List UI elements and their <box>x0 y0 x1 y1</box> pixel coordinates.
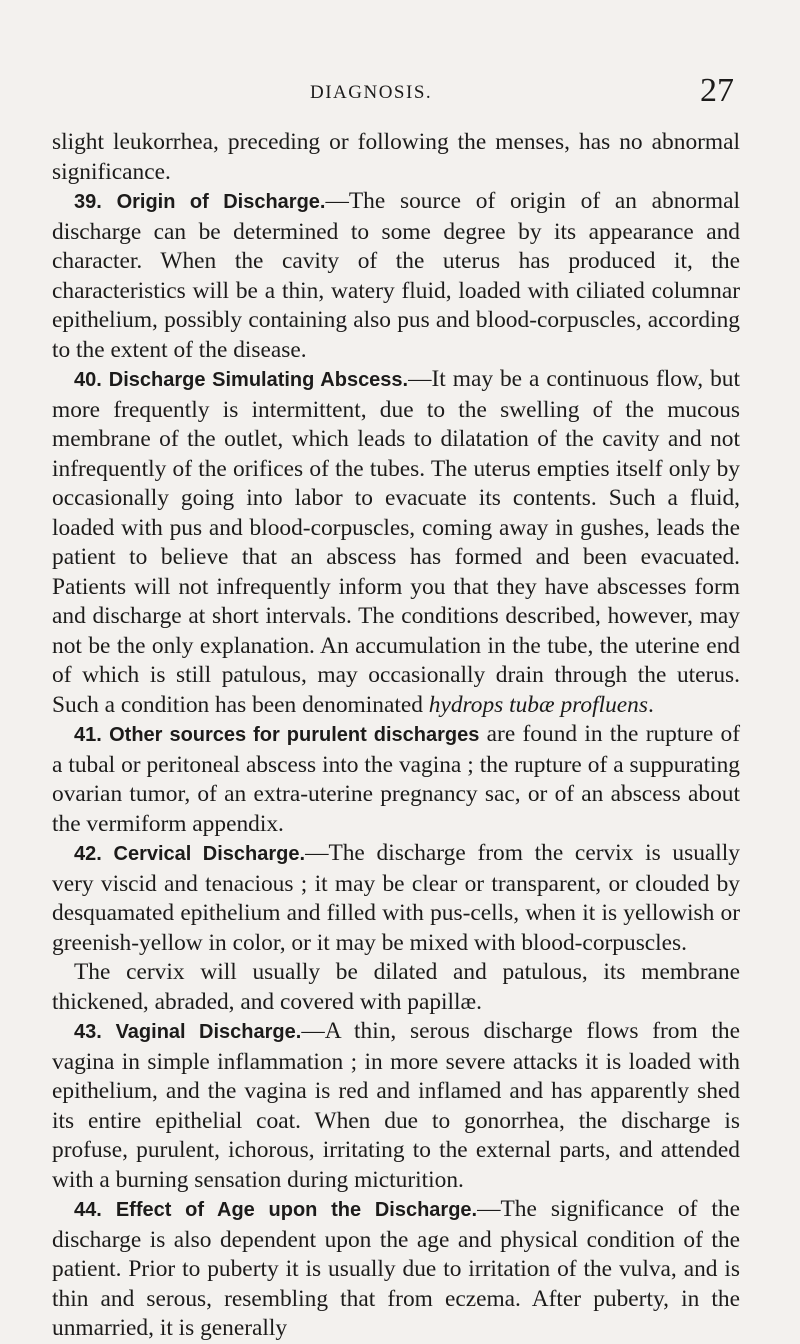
paragraph-text: —It may be a continuous flow, but more frequently is intermittent, due to the swelling of the mucous membrane of the outlet, which leads to dilatation of the cavity and not infrequently of the orifices of the tubes. The uterus empties itself only by occasionally going into labor to evacuate its contents. Such a fluid, loaded with pus and blood-corpuscles, coming away in gushes, leads the patient to believe that an abscess has formed and been evacuated. Patients will not infrequently inform you that they have abscesses form and discharge at short intervals. The conditions described, however, may not be the only explanation. An accumulation in the tube, the uterine end of which is still patulous, may occasionally drain through the uterus. Such a condition has been denominated <box>52 366 740 718</box>
section-heading: Other sources for purulent discharges <box>109 724 480 746</box>
page-number: 27 <box>700 72 734 109</box>
section-number: 43. <box>74 1021 102 1043</box>
running-head: DIAGNOSIS. <box>310 82 433 103</box>
section-39 <box>52 187 740 365</box>
body-text <box>52 128 740 1344</box>
paragraph-continuation <box>52 128 740 187</box>
paragraph-text: —The source of origin of an abnormal discharge can be determined to some degree by its appearance and character. When the cavity of the uterus has produced it, the characteristics will be a thin, watery fluid, loaded with ciliated columnar epithelium, possibly containing also pus and blood-corpuscles, according to the extent of the disease. <box>52 188 740 363</box>
paragraph-text: —The discharge from the cervix is usually very viscid and tenacious ; it may be clear or transparent, or clouded by desquamated epithelium and filled with pus-cells, when it is yellowish or greenish-yellow in color, or it may be mixed with blood-corpuscles. <box>52 840 740 956</box>
italic-term: hydrops tubæ profluens <box>428 691 648 718</box>
section-42-continued <box>52 958 740 1017</box>
section-41 <box>52 720 740 839</box>
section-heading: Discharge Simulating Abscess. <box>108 369 409 391</box>
paragraph-text: are found in the rupture of a tubal or peritoneal abscess into the vagina ; the rupture of a suppurating ovarian tumor, of an extra-uterine pregnancy sac, or of an abscess about the vermiform appendix. <box>52 721 741 837</box>
section-number: 40. <box>74 369 102 391</box>
paragraph-text: —The significance of the discharge is also dependent upon the age and physical condition of the patient. Prior to puberty it is usually due to irritation of the vulva, and is thin and serous, resembling that from eczema. After puberty, in the unmarried, it is generally <box>52 1196 740 1341</box>
paragraph-text: —A thin, serous discharge flows from the vagina in simple inflammation ; in more severe attacks it is loaded with epithelium, and the vagina is red and inflamed and has apparently shed its entire epithelial coat. When due to gonorrhea, the discharge is profuse, purulent, ichorous, irritating to the external parts, and attended with a burning sensation during micturition. <box>52 1018 740 1193</box>
section-number: 39. <box>74 191 102 213</box>
section-43 <box>52 1017 740 1195</box>
section-number: 41. <box>74 724 102 746</box>
paragraph-text: The cervix will usually be dilated and patulous, its membrane thickened, abraded, and covered with papillæ. <box>52 959 740 1015</box>
section-heading: Effect of Age upon the Discharge. <box>115 1199 478 1221</box>
section-44 <box>52 1195 740 1344</box>
section-number: 42. <box>74 843 102 865</box>
section-number: 44. <box>74 1199 102 1221</box>
page-header <box>0 72 800 116</box>
section-heading: Origin of Discharge. <box>116 191 326 213</box>
section-42 <box>52 839 740 958</box>
paragraph-text: slight leukorrhea, preceding or following the menses, has no abnormal significance. <box>52 129 740 185</box>
section-heading: Cervical Discharge. <box>113 843 306 865</box>
section-40 <box>52 365 740 720</box>
section-heading: Vaginal Discharge. <box>115 1021 302 1043</box>
paragraph-end: . <box>647 691 654 718</box>
